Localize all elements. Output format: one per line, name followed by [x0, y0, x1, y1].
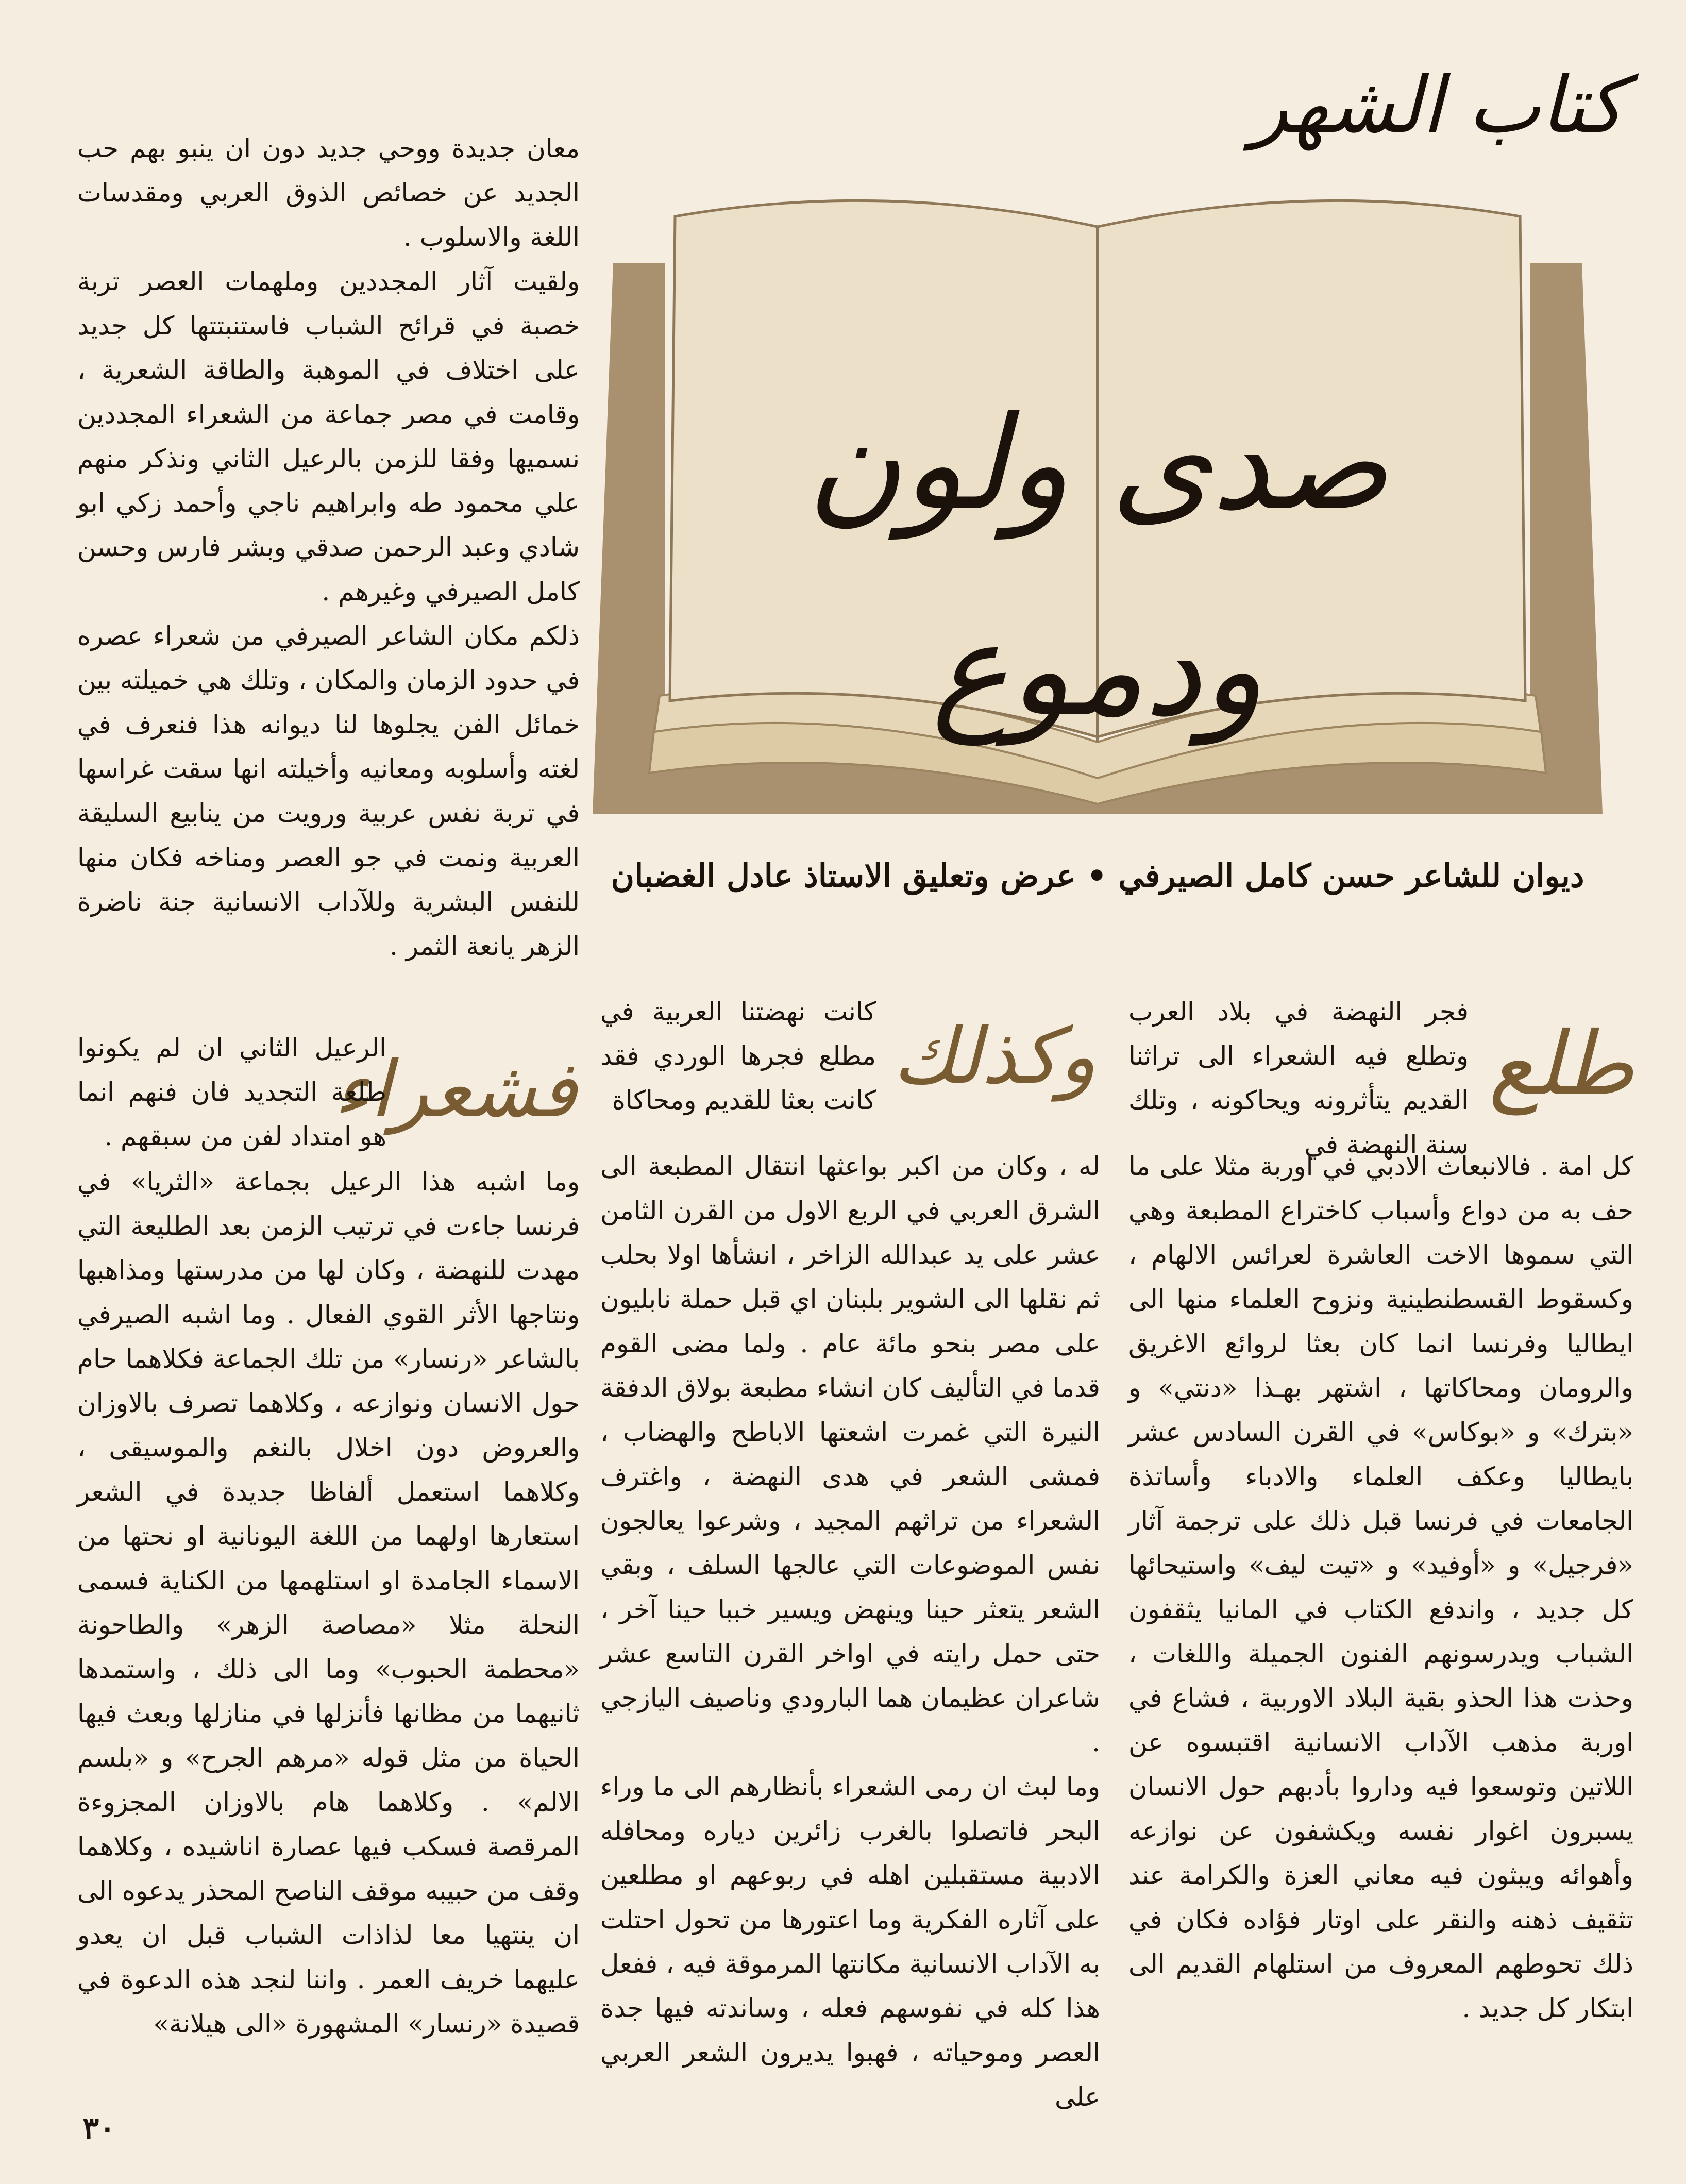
book-title: صدى ولون ودموع: [806, 389, 1389, 745]
right-column-intro: فجر النهضة في بلاد العرب وتطلع فيه الشعراء الى تراثنا القديم يتأثرونه ويحاكونه ، وتلك سنة النهضة في: [1128, 997, 1469, 1160]
left-column-top: [77, 126, 580, 1002]
page-number: ٣٠: [82, 2110, 116, 2146]
dropcap-middle: وكذلك: [892, 1012, 1097, 1101]
dropcap-left: فشعراء: [333, 1045, 577, 1135]
left-paragraph-3: ذلكم مكان الشاعر الصيرفي من شعراء عصره في حدود الزمان والمكان ، وتلك هي خميلته بين خمائل الفن يجلوها لنا ديوانه هذا فنعرف في لغته وأسلوبه ومعانيه وأخيلته انها سقت غراسها في تربة نفس عربية ورويت من ينابيع السليقة العربية ونمت في جو العصر ومناخه فكان منها للنفس البشرية وللآداب الانسانية جنة ناضرة الزهر يانعة الثمر .: [77, 621, 580, 961]
left-column-intro: الرعيل الثاني ان لم يكونوا طلعة التجديد فان فنهم انما هو امتداد لفن من سبقهم .: [77, 1033, 386, 1151]
section-title: كتاب الشهر: [1251, 61, 1624, 150]
middle-column-body: [600, 1144, 1100, 2112]
middle-paragraph-1: له ، وكان من اكبر بواعثها انتقال المطبعة الى الشرق العربي في الربع الاول من القرن الثامن عشر على يد عبدالله الزاخر ، انشأها اولا بحلب ثم نقلها الى الشوير بلبنان اي قبل حملة نابليون على مصر بنحو مائة عام . ولما مضى القوم قدما في التأليف كان انشاء مطبعة بولاق الدفقة النيرة التي غمرت اشعتها الاباطح والهضاب ، فمشى الشعر في هدى النهضة ، واغترف الشعراء من تراثهم المجيد ، وشرعوا يعالجون نفس الموضوعات التي عالجها السلف ، وبقي الشعر يتعثر حينا وينهض ويسير خببا حينا آخر ، حتى حمل رايته في اواخر القرن التاسع عشر شاعران عظيمان هما البارودي وناصيف اليازجي .: [600, 1151, 1100, 1757]
right-column-body: كل امة . فالانبعاث الادبي في اوربة مثلا على ما حف به من دواع وأسباب كاختراع المطبعة وهي التي سموها الاخت العاشرة لعرائس الالهام ، وكسقوط القسطنطينية ونزوح العلماء منها الى ايطاليا وفرنسا انما كان بعثا لروائع الاغريق والرومان ومحاكاتها ، اشتهر بهـذا «دنتي» و «بترك» و «بوكاس» في القرن السادس عشر بايطاليا وعكف العلماء والادباء وأساتذة الجامعات في فرنسا قبل ذلك على ترجمة آثار «فرجيل» و «أوفيد» و «تيت ليف» واستيحائها كل جديد ، واندفع الكتاب في المانيا يثقفون الشباب ويدرسونهم الفنون الجميلة واللغات ، وحذت هذا الحذو بقية البلاد الاوربية ، فشاع في اوربة مذهب الآداب الانسانية اقتبسوه عن اللاتين وتوسعوا فيه وداروا بأدبهم حول الانسان يسبرون اغوار نفسه ويكشفون عن نوازعه وأهوائه ويبثون فيه معاني العزة والكرامة عند تثقيف ذهنه والنقر على اوتار فؤاده فكان في ذلك تحوطهم المعروف من استلهام القديم الى ابتكار كل جديد .: [1128, 1151, 1633, 2023]
middle-column-intro: كانت نهضتنا العربية في مطلع فجرها الوردي فقد كانت بعثا للقديم ومحاكاة: [600, 997, 876, 1115]
middle-paragraph-2: وما لبث ان رمى الشعراء بأنظارهم الى ما وراء البحر فاتصلوا بالغرب زائرين دياره ومحافله الادبية مستقبلين اهله في ربوعهم او مطلعين على آثاره الفكرية وما اعتورها من تحول احتلت به الآداب الانسانية مكانتها المرموقة فيه ، ففعل هذا كله في نفوسهم فعله ، وساندته فيها جدة العصر وموحياته ، فهبوا يديرون الشعر العربي على: [600, 1772, 1100, 2112]
left-paragraph-1: معان جديدة ووحي جديد دون ان ينبو بهم حب الجديد عن خصائص الذوق العربي ومقدسات اللغة والاسلوب .: [77, 133, 580, 252]
left-paragraph-2: ولقيت آثار المجددين وملهمات العصر تربة خصبة في قرائح الشباب فاستنبتتها كل جديد على اختلاف في الموهبة والطاقة الشعرية ، وقامت في مصر جماعة من الشعراء المجددين نسميها وفقا للزمن بالرعيل الثاني ونذكر منهم علي محمود طه وابراهيم ناجي وأحمد زكي ابو شادي وعبد الرحمن صدقي وبشر فارس وحسن كامل الصيرفي وغيرهم .: [77, 266, 580, 607]
book-byline: ديوان للشاعر حسن كامل الصيرفي • عرض وتعليق الاستاذ عادل الغضبان: [611, 857, 1584, 895]
dropcap-right: طلع: [1488, 1013, 1634, 1115]
left-column-body: وما اشبه هذا الرعيل بجماعة «الثريا» في فرنسا جاءت في ترتيب الزمن بعد الطليعة التي مهدت للنهضة ، وكان لها من مدرستها ومذاهبها ونتاجها الأثر القوي الفعال . وما اشبه الصيرفي بالشاعر «رنسار» من تلك الجماعة فكلاهما حام حول الانسان ونوازعه ، وكلاهما تصرف بالاوزان والعروض دون اخلال بالنغم والموسيقى ، وكلاهما استعمل ألفاظا جديدة في الشعر استعارها اولهما من اللغة اليونانية او نحتها من الاسماء الجامدة او استلهمها من الكناية فسمى النحلة مثلا «مصاصة الزهر» والطاحونة «محطمة الحبوب» وما الى ذلك ، واستمدها ثانيهما من مظانها فأنزلها في منازلها وبعث فيها الحياة من مثل قوله «مرهم الجرح» و «بلسم الالم» . وكلاهما هام بالاوزان المجزوءة المرقصة فسكب فيها عصارة اناشيده ، وكلاهما وقف من حبيبه موقف الناصح المحذر يدعوه الى ان ينتهيا معا لذاذات الشباب قبل ان يعدو عليهما خريف العمر . واننا لنجد هذه الدعوة في قصيدة «رنسار» المشهورة «الى هيلانة»: [77, 1167, 580, 2039]
